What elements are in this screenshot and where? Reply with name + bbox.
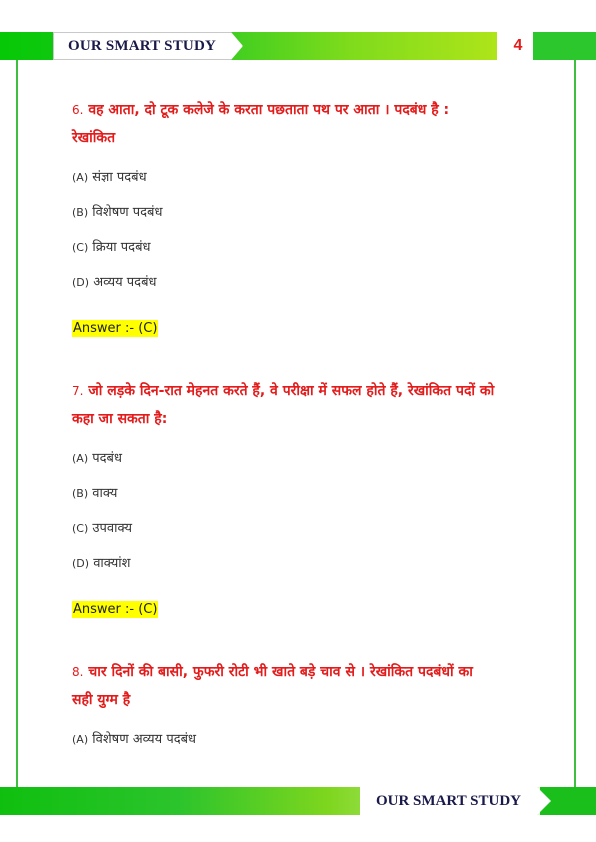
question-line-2: रेखांकित bbox=[72, 130, 116, 146]
question-line-1: चार दिनों की बासी, फुफरी रोटी भी खाते बड़े चाव से । रेखांकित पदबंधों का bbox=[88, 664, 473, 680]
option-a: (A) विशेषण अव्यय पदबंध bbox=[72, 732, 197, 747]
left-border bbox=[16, 60, 18, 790]
question-6 bbox=[72, 96, 542, 377]
header-title: OUR SMART STUDY bbox=[67, 38, 217, 54]
answer-highlight: Answer :- (C) bbox=[73, 602, 158, 617]
option-d: (D) वाक्यांश bbox=[72, 556, 131, 571]
question-line-2: सही युग्म है bbox=[72, 692, 131, 708]
question-text bbox=[72, 377, 542, 433]
question-number: 7. bbox=[72, 384, 84, 398]
answer-highlight: Answer :- (C) bbox=[73, 321, 158, 336]
option-a: (A) पदबंध bbox=[72, 451, 122, 466]
option-b: (B) विशेषण पदबंध bbox=[72, 205, 163, 220]
question-7 bbox=[72, 377, 542, 658]
option-d: (D) अव्यय पदबंध bbox=[72, 275, 157, 290]
question-content bbox=[72, 96, 542, 757]
right-border bbox=[574, 60, 576, 790]
question-line-1: वह आता, दो टूक कलेजे के करता पछताता पथ पर आता । पदबंध है : bbox=[88, 102, 450, 118]
answer-wrap bbox=[72, 598, 542, 658]
question-8 bbox=[72, 658, 542, 757]
option-a: (A) संज्ञा पदबंध bbox=[72, 170, 147, 185]
question-line-2: कहा जा सकता है: bbox=[72, 411, 168, 427]
option-b: (B) वाक्य bbox=[72, 486, 118, 501]
footer-title: OUR SMART STUDY bbox=[375, 793, 522, 809]
option-c: (C) क्रिया पदबंध bbox=[72, 240, 151, 255]
question-text bbox=[72, 658, 542, 714]
page-number: 4 bbox=[513, 37, 523, 54]
answer-wrap bbox=[72, 317, 542, 377]
question-text bbox=[72, 96, 542, 152]
question-number: 6. bbox=[72, 103, 84, 117]
header-right-block bbox=[533, 32, 596, 60]
option-c: (C) उपवाक्य bbox=[72, 521, 133, 536]
question-number: 8. bbox=[72, 665, 84, 679]
question-line-1: जो लड़के दिन-रात मेहनत करते हैं, वे परीक्षा में सफल होते हैं, रेखांकित पदों को bbox=[88, 383, 495, 399]
